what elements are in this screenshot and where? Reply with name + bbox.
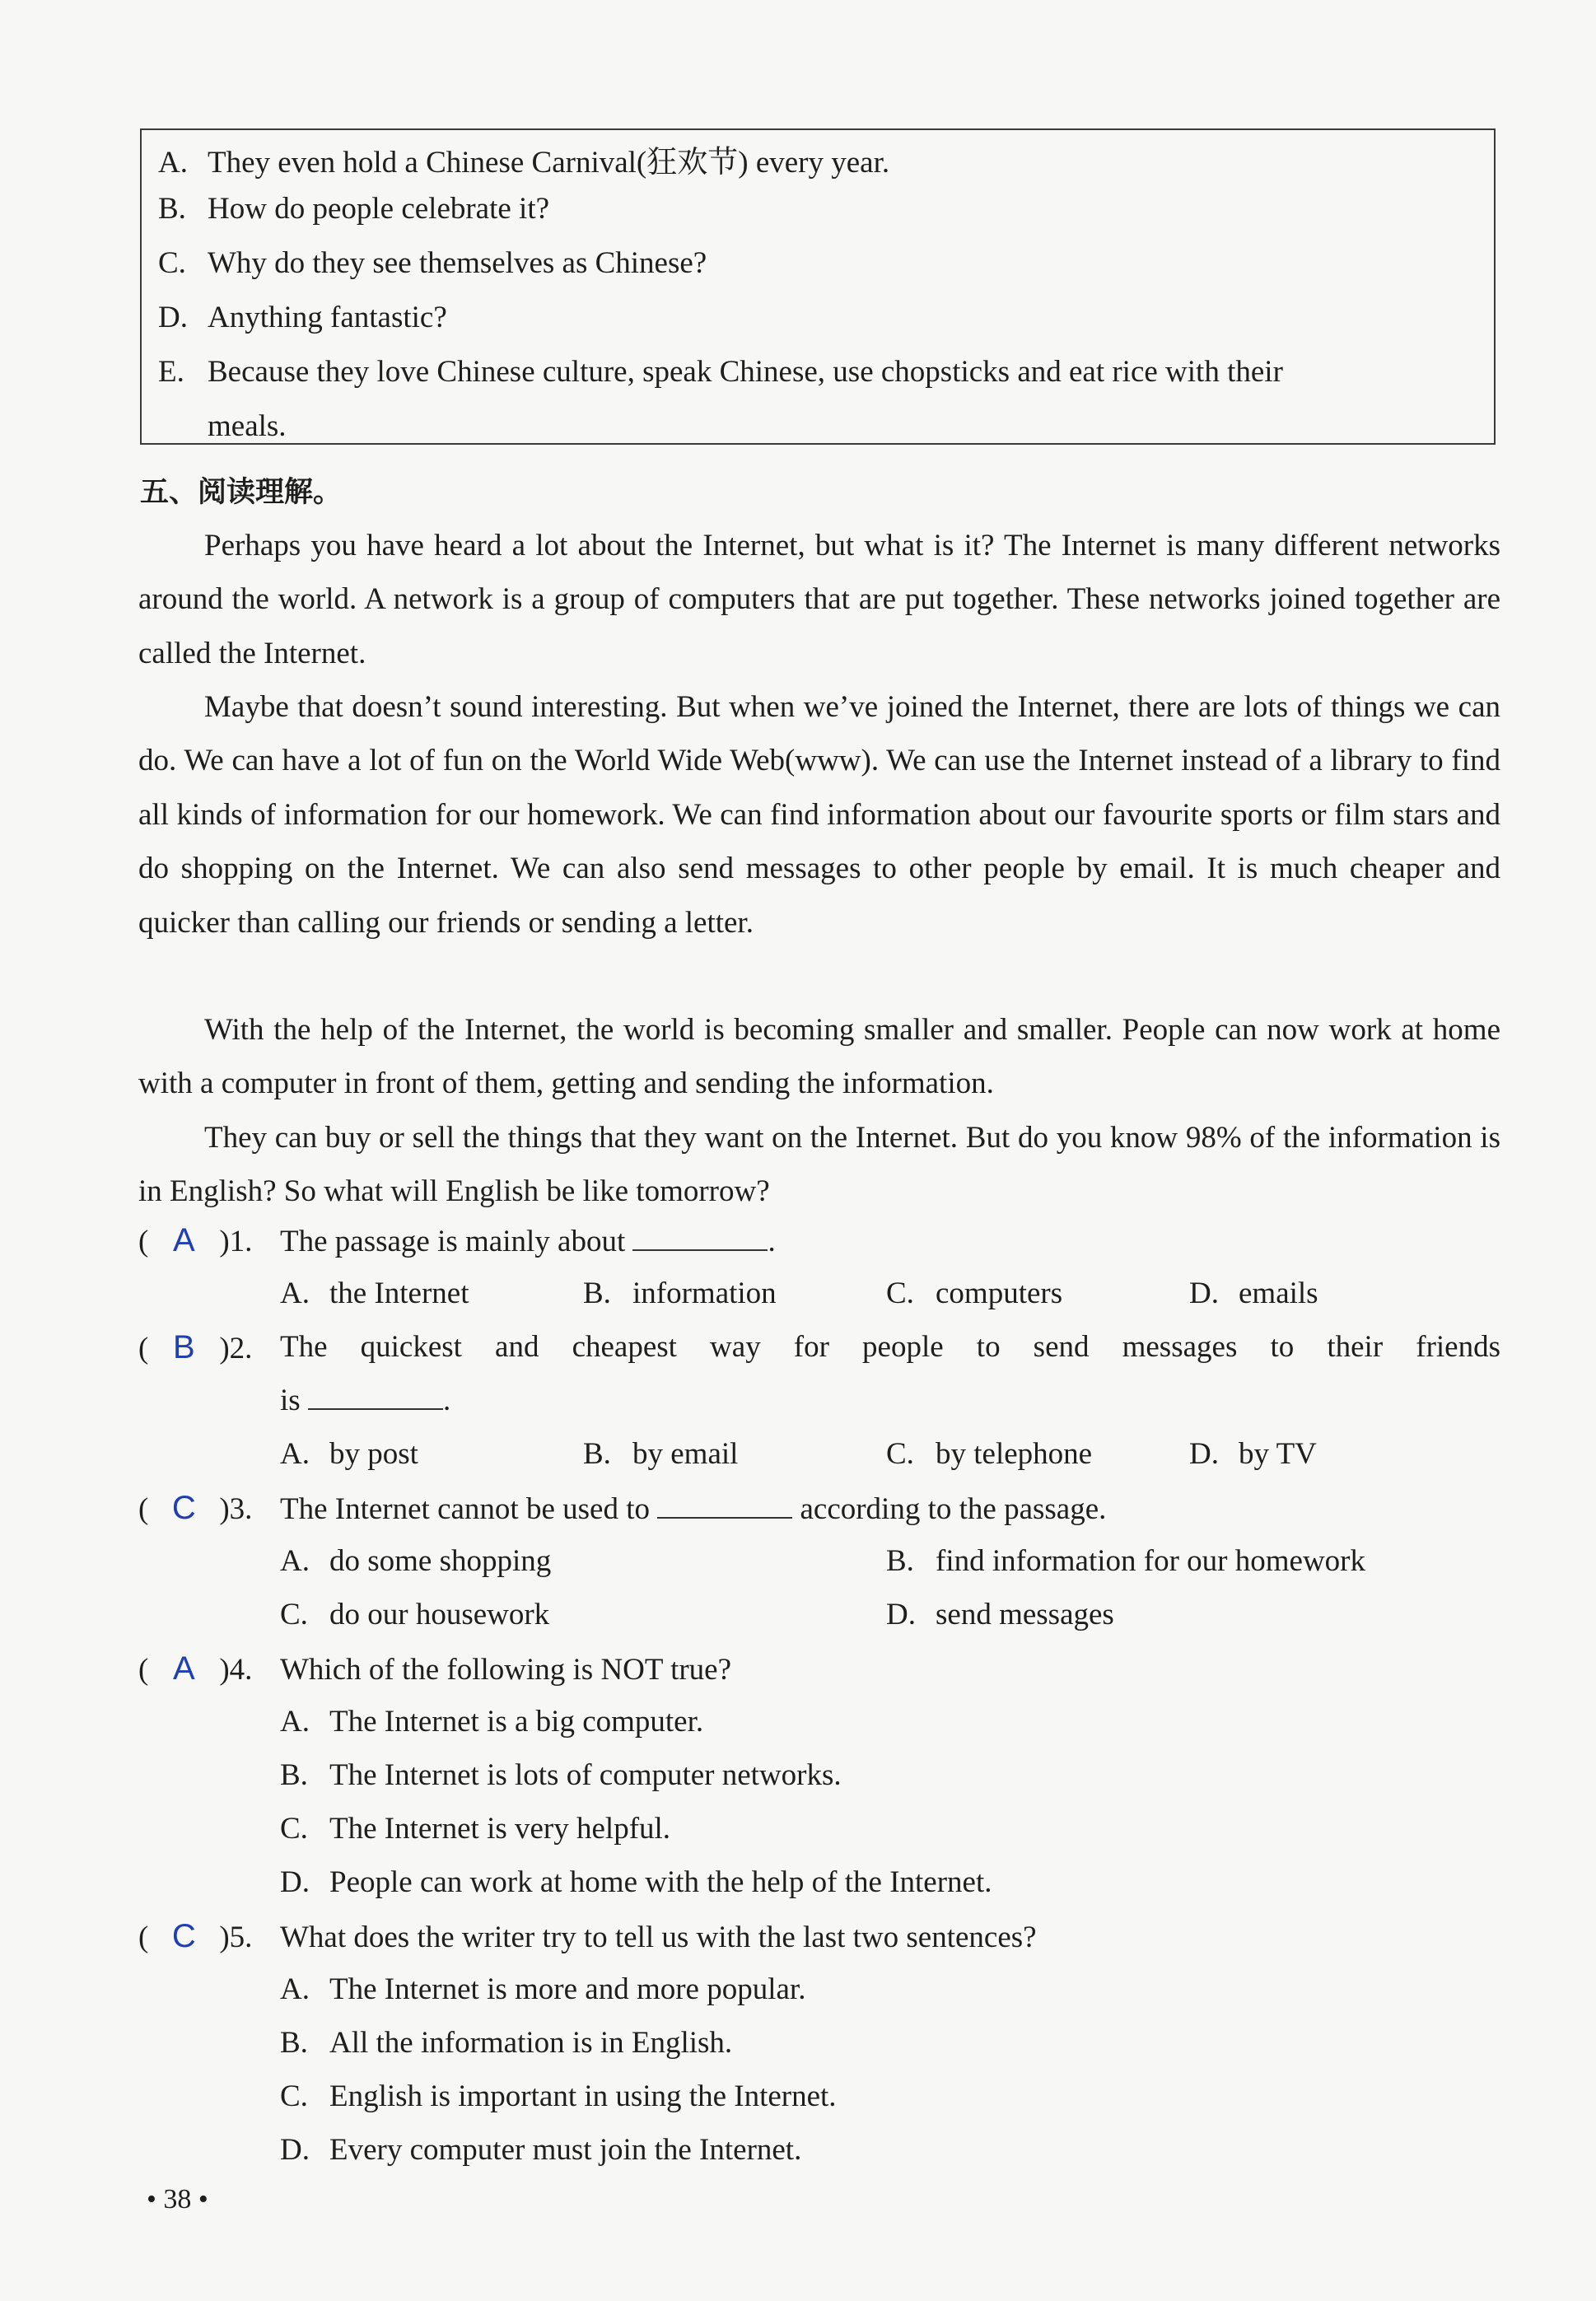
q5-choice-d: D. Every computer must join the Internet. [280, 2133, 802, 2167]
question-1: ( A )1. The passage is mainly about . [138, 1222, 776, 1258]
answer-5: C [171, 1918, 196, 1954]
question-4: ( A )4. Which of the following is NOT true? [138, 1650, 732, 1687]
q1-choice-d: D. emails [1189, 1277, 1318, 1310]
answer-1: A [172, 1222, 195, 1258]
passage-paragraph-3: With the help of the Internet, the world is becoming smaller and smaller. People can now work at home with a computer in front of them, getting and sending the information. [138, 1013, 1500, 1101]
q2-choice-b: B. by email [583, 1437, 739, 1471]
q4-choice-b: B. The Internet is lots of computer networks. [280, 1758, 842, 1792]
section-title: 五、阅读理解。 [140, 476, 343, 509]
q2-choice-a: A. by post [280, 1437, 418, 1471]
option-a: A. They even hold a Chinese Carnival(狂欢节) every year. [158, 146, 890, 180]
q1-choice-c: C. computers [886, 1277, 1063, 1310]
q3-choice-a: A. do some shopping [280, 1544, 552, 1578]
q5-choice-c: C. English is important in using the Internet. [280, 2079, 837, 2113]
passage-paragraph-4: They can buy or sell the things that they want on the Internet. But do you know 98% of the information is in English? So what will English be like tomorrow? [138, 1121, 1500, 1209]
options-box [140, 128, 1496, 445]
q2-choice-c: C. by telephone [886, 1437, 1093, 1471]
q4-choice-d: D. People can work at home with the help of the Internet. [280, 1865, 992, 1899]
q5-choice-b: B. All the information is in English. [280, 2026, 733, 2060]
question-5: ( C )5. What does the writer try to tell us with the last two sentences? [138, 1918, 1037, 1954]
question-3: ( C )3. The Internet cannot be used to according to the passage. [138, 1490, 1107, 1526]
option-d: D. Anything fantastic? [158, 301, 447, 334]
q5-choice-a: A. The Internet is more and more popular. [280, 1972, 806, 2006]
q3-choice-b: B. find information for our homework [886, 1544, 1365, 1578]
question-2-stem-line2: is . [280, 1384, 451, 1417]
q3-choice-d: D. send messages [886, 1598, 1114, 1631]
page-number: • 38 • [147, 2184, 208, 2215]
answer-2: B [172, 1329, 195, 1365]
q1-choice-a: A. the Internet [280, 1277, 469, 1310]
answer-blank [308, 1384, 443, 1410]
option-c: C. Why do they see themselves as Chinese? [158, 246, 707, 280]
passage-paragraph-1: Perhaps you have heard a lot about the Internet, but what is it? The Internet is many different networks around the world. A network is a group of computers that are put together. These networks joined together are called the Internet. [138, 529, 1500, 670]
q1-choice-b: B. information [583, 1277, 777, 1310]
answer-blank [657, 1492, 792, 1519]
option-e: E. Because they love Chinese culture, speak Chinese, use chopsticks and eat rice with their [158, 355, 1283, 389]
option-e-continuation: meals. [208, 409, 287, 443]
q3-choice-c: C. do our housework [280, 1598, 550, 1631]
answer-4: A [172, 1650, 195, 1687]
q4-choice-a: A. The Internet is a big computer. [280, 1705, 704, 1739]
answer-3: C [171, 1490, 196, 1526]
question-2-stem: The quickest and cheapest way for people to send messages to their friends [280, 1330, 1500, 1364]
passage-paragraph-2: Maybe that doesn’t sound interesting. But when we’ve joined the Internet, there are lots of things we can do. We can have a lot of fun on the World Wide Web(www). We can use the Internet instead of a library to find all kinds of information for our homework. We can find information about our favourite sports or film stars and do shopping on the Internet. We can also send messages to other people by email. It is much cheaper and quicker than calling our friends or sending a letter. [138, 690, 1500, 940]
option-b: B. How do people celebrate it? [158, 192, 550, 226]
q2-choice-d: D. by TV [1189, 1437, 1317, 1471]
question-2-number: ( B )2. [138, 1329, 253, 1365]
q4-choice-c: C. The Internet is very helpful. [280, 1812, 671, 1846]
answer-blank [632, 1225, 768, 1251]
